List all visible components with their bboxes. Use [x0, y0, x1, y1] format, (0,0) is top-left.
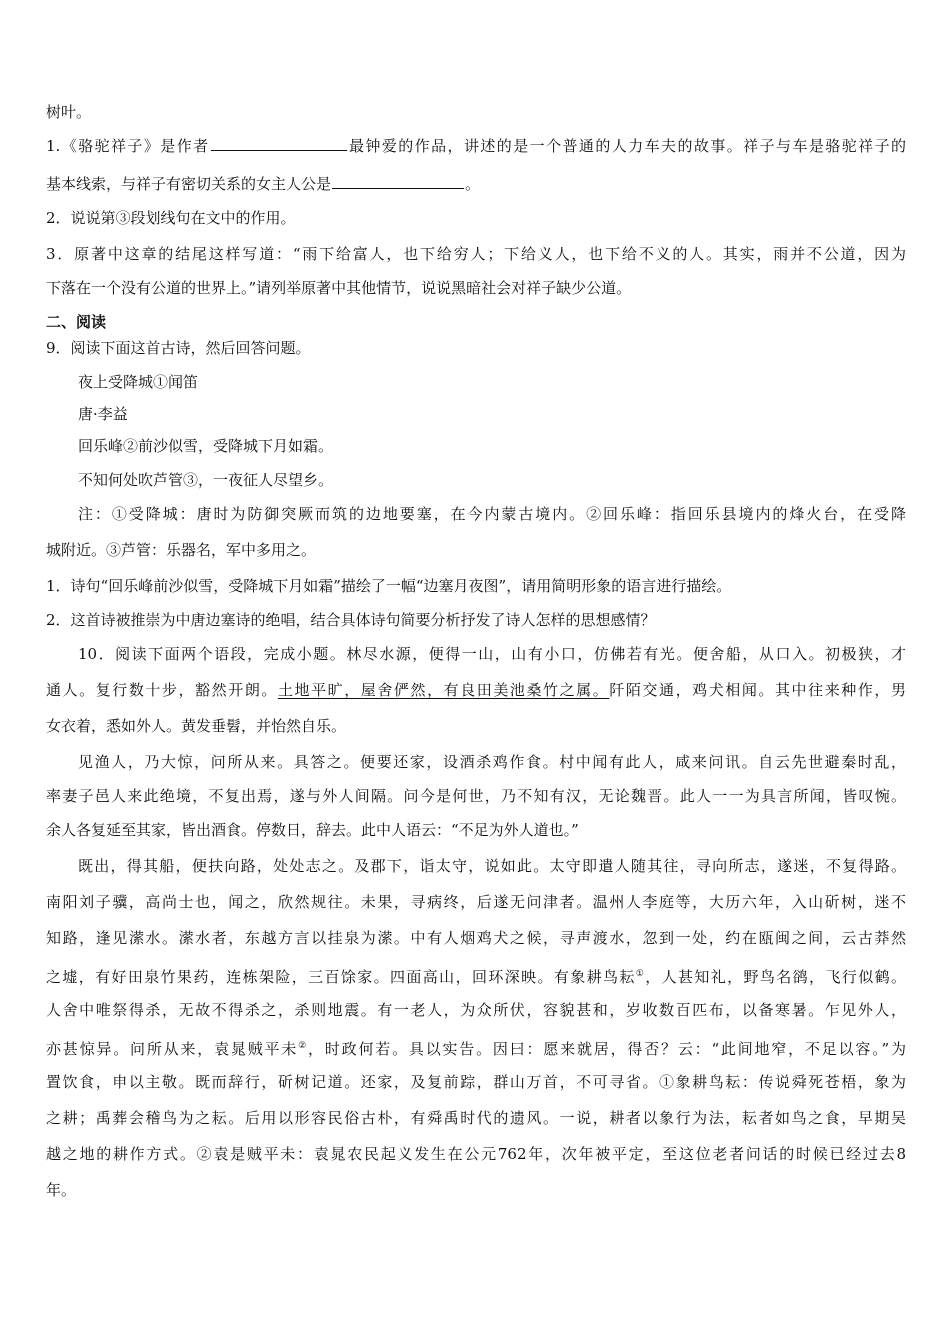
answer-blank-heroine[interactable]	[332, 174, 464, 189]
underlined-sentence: 土地平旷，屋舍俨然，有良田美池桑竹之属。	[277, 681, 610, 699]
q10-p3-line9: 越之地的耕作方式。②袁是贼平未：袁晁农民起义发生在公元762年，次年被平定，至这位老者问话的时候已经过去8	[46, 1145, 906, 1163]
footnote-marker-2: ②	[298, 1041, 309, 1051]
q8-sub1-line2	[46, 166, 906, 202]
q8-sub1-line1	[46, 128, 906, 164]
q10-p1-text-b: 阡陌交通，鸡犬相闻。其中往来种作，男	[609, 681, 906, 699]
q10-p2-line2: 率妻子邑人来此绝境，不复出焉，遂与外人间隔。问今是何世，乃不知有汉，无论魏晋。此人一一为具言所闻，皆叹惋。	[46, 787, 906, 805]
q10-p2-line1: 见渔人，乃大惊，问所从来。具答之。便要还家，设酒杀鸡作食。村中闻有此人，咸来问讯。自云先世避秦时乱，	[78, 753, 906, 771]
section-heading: 二、阅读	[46, 313, 107, 331]
poem-title: 夜上受降城①闻笛	[78, 373, 199, 391]
q10-p3-line8: 之耕；禹葬会稽鸟为之耘。后用以形容民俗古朴，有舜禹时代的遗风。一说，耕者以象行为法，耘者如鸟之食，早期吴	[46, 1109, 906, 1127]
q10-p3-text-b: ，人甚知礼，野鸟名鹆，飞行似鹤。	[645, 968, 906, 986]
q10-p1-line3: 女衣着，悉如外人。黄发垂髫，并怡然自乐。	[46, 717, 347, 735]
q10-p3-text-a: 之墟，有好田泉竹果药，连栋架险，三百馀家。四面高山，回环深映。有象耕鸟耘	[46, 968, 636, 986]
q10-p1-text-a: 通人。复行数十步，豁然开朗。	[46, 681, 278, 699]
poem-note-line2: 城附近。③芦管：乐器名，军中多用之。	[46, 541, 317, 559]
q8-sub3-line2: 下落在一个没有公道的世界上。”请列举原著中其他情节，说说黑暗社会对祥子缺少公道。	[46, 279, 632, 297]
q8-sub1-text-d: 。	[465, 175, 481, 193]
q8-sub1-text-b: 最钟爱的作品，讲述的是一个普通的人力车夫的故事。祥子与车是骆驼祥子的	[347, 137, 906, 155]
q8-sub2: 2．说说第③段划线句在文中的作用。	[46, 209, 296, 227]
q10-p3-line4	[46, 956, 906, 995]
q10-p3-line3: 知路，逢见潆水。潆水者，东越方言以挂泉为潆。中有人烟鸡犬之候，寻声渡水，忽到一处，约在瓯闽之间，云古莽然	[46, 929, 906, 947]
q10-p2-line3: 余人各复延至其家，皆出酒食。停数日，辞去。此中人语云：“不足为外人道也。”	[46, 821, 579, 839]
q10-p3-line5: 人舍中唯祭得杀，无故不得杀之，杀则地震。有一老人，为众所伏，容貌甚和，岁收数百匹布，以备寒暑。乍见外人，	[46, 1001, 906, 1019]
q10-p3-line6	[46, 1028, 906, 1067]
q10-p1-line2	[46, 672, 906, 708]
q10-p3-line2: 南阳刘子骥，高尚士也，闻之，欣然规往。未果，寻病终，后遂无问津者。温州人李庭等，大历六年，入山斫树，迷不	[46, 893, 906, 911]
q10-p1-line1: 10．阅读下面两个语段，完成小题。林尽水源，便得一山，山有小口，仿佛若有光。便舍船，从口入。初极狭，才	[78, 645, 906, 663]
q8-sub1-text-a: 1.《骆驼祥子》是作者	[46, 137, 210, 155]
poem-line-1: 回乐峰②前沙似雪，受降城下月如霜。	[78, 437, 334, 455]
poem-line-2: 不知何处吹芦管③，一夜征人尽望乡。	[78, 471, 334, 489]
q10-p3-line1: 既出，得其船，便扶向路，处处志之。及郡下，诣太守，说如此。太守即遣人随其往，寻向所志，遂迷，不复得路。	[78, 857, 906, 875]
q9-sub2: 2．这首诗被推崇为中唐边塞诗的绝唱，结合具体诗句简要分析抒发了诗人怎样的思想感情？	[46, 611, 656, 629]
top-tail-text: 树叶。	[46, 103, 92, 121]
q9-sub1: 1．诗句“回乐峰前沙似雪，受降城下月如霜”描绘了一幅“边塞月夜图”，请用简明形象的语言进行描绘。	[46, 577, 732, 595]
q8-sub3-line1: 3．原著中这章的结尾这样写道：“雨下给富人，也下给穷人；下给义人，也下给不义的人。其实，雨并不公道，因为	[46, 245, 906, 263]
q8-sub1-text-c: 基本线索，与祥子有密切关系的女主人公是	[46, 175, 332, 193]
poem-author: 唐·李益	[78, 405, 128, 423]
answer-blank-author[interactable]	[211, 136, 347, 151]
q9-stem: 9．阅读下面这首古诗，然后回答问题。	[46, 339, 311, 357]
q10-p3-line7: 置饮食，申以主敬。既而辞行，斫树记道。还家，及复前踪，群山万首，不可寻省。①象耕鸟耘：传说舜死苍梧，象为	[46, 1073, 906, 1091]
footnote-marker-1: ①	[635, 969, 646, 979]
poem-note-line1: 注：①受降城：唐时为防御突厥而筑的边地要塞，在今内蒙古境内。②回乐峰：指回乐县境内的烽火台，在受降	[78, 505, 906, 523]
q10-p3-line10: 年。	[46, 1181, 77, 1199]
q10-p3-text-d: ，时政何若。具以实告。因曰：愿来就居，得否？云：“此间地窄，不足以容。”为	[308, 1040, 906, 1058]
q10-p3-text-c: 亦甚惊异。问所从来，袁晁贼平未	[46, 1040, 299, 1058]
